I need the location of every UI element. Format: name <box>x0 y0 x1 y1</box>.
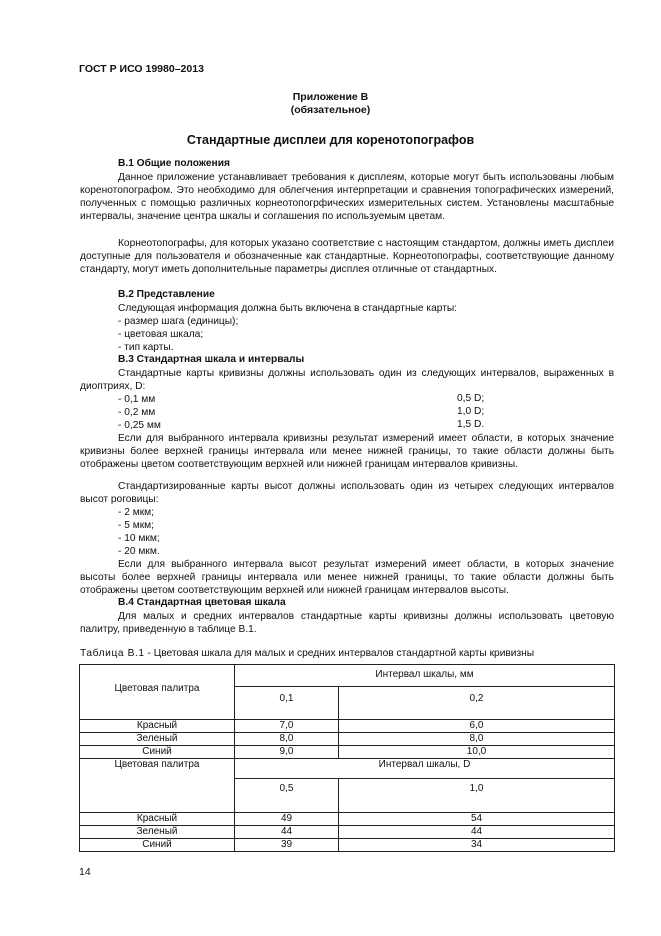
value-cell: 9,0 <box>235 746 339 759</box>
value-cell: 10,0 <box>339 746 615 759</box>
paragraph-b3-1: Стандартные карты кривизны должны использовать один из следующих интервалов, выраженных в диоптриях, D: <box>80 368 614 393</box>
interval-mm: - 0,25 мм <box>118 420 161 431</box>
list-item: - 20 мкм. <box>118 546 160 557</box>
column-header-cell: 1,0 <box>339 779 615 813</box>
list-item: - 10 мкм; <box>118 533 160 544</box>
value-cell: 44 <box>235 826 339 839</box>
table-caption-text: - Цветовая шкала для малых и средних интервалов стандартной карты кривизны <box>144 648 535 659</box>
table-caption <box>80 648 534 659</box>
table-row <box>80 733 615 746</box>
page-title: Стандартные дисплеи для коренотопографов <box>186 133 475 147</box>
table-caption-label: Таблица В.1 <box>80 648 145 659</box>
paragraph-b3-4: Если для выбранного интервала высот результат измерений имеет области, в которых значение высоты более верхней границы интервала или менее нижней границы, то такие области должны быть отображены цветом соответствующим верхней или нижней границам интервалов высоты. <box>80 559 614 597</box>
color-name-cell: Синий <box>80 839 235 852</box>
section-heading-b4: В.4 Стандартная цветовая шкала <box>118 597 286 608</box>
list-item: - тип карты. <box>118 342 174 353</box>
column-header-cell: 0,1 <box>235 687 339 720</box>
page-number: 14 <box>79 866 91 878</box>
value-cell: 8,0 <box>235 733 339 746</box>
interval-d: 0,5 D; <box>457 393 485 404</box>
value-cell: 54 <box>339 813 615 826</box>
interval-mm: - 0,1 мм <box>118 394 156 405</box>
list-item: - 5 мкм; <box>118 520 155 531</box>
column-header-cell: 0,2 <box>339 687 615 720</box>
palette-header-cell: Цветовая палитра <box>80 759 235 813</box>
appendix-subtitle: (обязательное) <box>290 104 371 116</box>
column-header-cell: 0,5 <box>235 779 339 813</box>
interval-header-cell: Интервал шкалы, мм <box>235 665 615 687</box>
standard-header: ГОСТ Р ИСО 19980–2013 <box>79 63 204 75</box>
palette-header-cell: Цветовая палитра <box>80 665 235 720</box>
table-row <box>80 720 615 733</box>
paragraph-b4-1: Для малых и средних интервалов стандартные карты кривизны должны использовать цветовую палитру, приведенную в таблице В.1. <box>80 611 614 636</box>
appendix-title: Приложение В <box>292 91 369 103</box>
interval-header-cell: Интервал шкалы, D <box>235 759 615 779</box>
table-row <box>80 839 615 852</box>
paragraph-b3-3: Стандартизированные карты высот должны использовать один из четырех следующих интервалов высот роговицы: <box>80 481 614 506</box>
value-cell: 7,0 <box>235 720 339 733</box>
value-cell: 39 <box>235 839 339 852</box>
interval-mm: - 0,2 мм <box>118 407 156 418</box>
color-name-cell: Красный <box>80 813 235 826</box>
value-cell: 44 <box>339 826 615 839</box>
value-cell: 6,0 <box>339 720 615 733</box>
interval-d: 1,5 D. <box>457 419 485 430</box>
list-item: - цветовая шкала; <box>118 329 204 340</box>
color-name-cell: Зеленый <box>80 733 235 746</box>
table-header-row <box>80 665 615 687</box>
color-name-cell: Красный <box>80 720 235 733</box>
paragraph-b1-1: Данное приложение устанавливает требования к дисплеям, которые могут быть использованы любым коренотопографом. Это необходимо для облегчения интерпретации и сравнения топографических измерений, полученных с помощью различных корнеотопогрфических измерительных систем. Установлены масштабные интервалы, значение центра шкалы и соглашения по используемым цветам. <box>80 172 614 223</box>
list-item: - 2 мкм; <box>118 507 155 518</box>
list-item: - размер шага (единицы); <box>118 316 239 327</box>
section-heading-b2: В.2 Представление <box>118 289 215 300</box>
value-cell: 49 <box>235 813 339 826</box>
paragraph-b3-2: Если для выбранного интервала кривизны результат измерений имеет области, в которых значение кривизны более верхней границы интервала или менее нижней границы, то такие области должны быть отображены цветом соответствующим верхней или нижней границам интервалов кривизны. <box>80 433 614 471</box>
table-row <box>80 746 615 759</box>
table-row <box>80 813 615 826</box>
color-scale-table <box>79 664 615 852</box>
color-name-cell: Синий <box>80 746 235 759</box>
paragraph-b2-intro: Следующая информация должна быть включена в стандартные карты: <box>118 303 458 314</box>
color-name-cell: Зеленый <box>80 826 235 839</box>
value-cell: 8,0 <box>339 733 615 746</box>
paragraph-b1-2: Корнеотопографы, для которых указано соответствие с настоящим стандартом, должны иметь дисплеи доступные для пользователя и обозначенные как стандартные. Корнеотопографы, соответствующие данному стандарту, могут иметь дополнительные параметры дисплея отличные от стандартных. <box>80 238 614 276</box>
table-row <box>80 826 615 839</box>
table-header-row <box>80 759 615 779</box>
section-heading-b1: В.1 Общие положения <box>118 158 230 169</box>
section-heading-b3: В.3 Стандартная шкала и интервалы <box>118 354 305 365</box>
value-cell: 34 <box>339 839 615 852</box>
interval-d: 1,0 D; <box>457 406 485 417</box>
